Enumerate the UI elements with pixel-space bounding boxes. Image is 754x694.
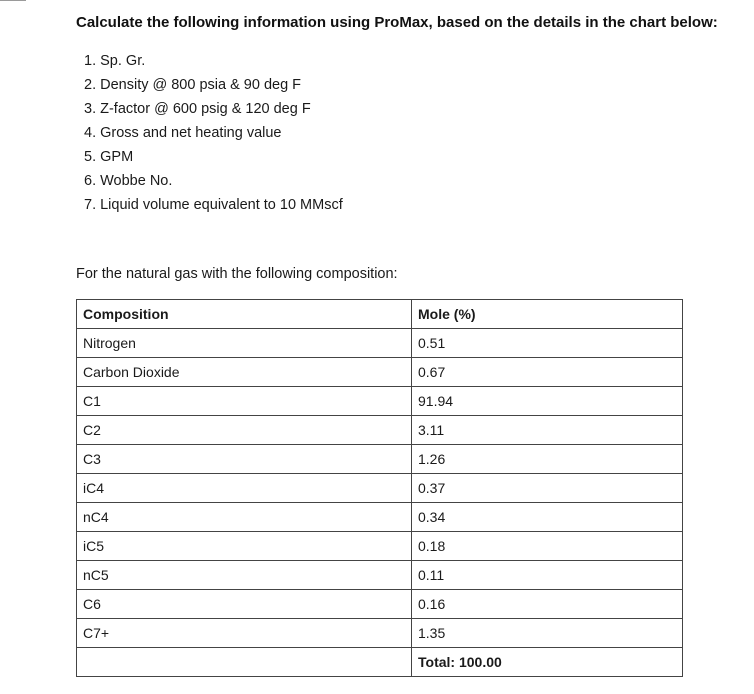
component-name: C1	[77, 387, 412, 416]
component-name: nC4	[77, 503, 412, 532]
header-mole-percent: Mole (%)	[412, 300, 683, 329]
intro-text: For the natural gas with the following composition:	[76, 266, 398, 282]
composition-table	[76, 299, 683, 677]
table-total-row	[77, 648, 683, 677]
task-item: 1. Sp. Gr.	[84, 53, 146, 69]
component-name: nC5	[77, 561, 412, 590]
table-row	[77, 503, 683, 532]
task-list	[84, 49, 343, 217]
mole-percent: 0.11	[412, 561, 683, 590]
component-name: Carbon Dioxide	[77, 358, 412, 387]
table-header-row	[77, 300, 683, 329]
task-item: 4. Gross and net heating value	[84, 125, 282, 141]
total-empty-cell	[77, 648, 412, 677]
component-name: C2	[77, 416, 412, 445]
task-item: 7. Liquid volume equivalent to 10 MMscf	[84, 197, 343, 213]
table-row	[77, 387, 683, 416]
mole-percent: 0.16	[412, 590, 683, 619]
question-heading: Calculate the following information using ProMax, based on the details in the chart below:	[76, 14, 718, 31]
mole-percent: 3.11	[412, 416, 683, 445]
header-composition: Composition	[77, 300, 412, 329]
mole-percent: 0.34	[412, 503, 683, 532]
table-row	[77, 445, 683, 474]
component-name: C7+	[77, 619, 412, 648]
corner-line	[0, 0, 26, 1]
task-item: 6. Wobbe No.	[84, 173, 173, 189]
table-row	[77, 590, 683, 619]
task-item: 2. Density @ 800 psia & 90 deg F	[84, 77, 302, 93]
mole-percent: 1.35	[412, 619, 683, 648]
component-name: iC5	[77, 532, 412, 561]
total-value: Total: 100.00	[412, 648, 683, 677]
mole-percent: 0.51	[412, 329, 683, 358]
table-row	[77, 329, 683, 358]
task-item: 5. GPM	[84, 149, 134, 165]
table-row	[77, 532, 683, 561]
component-name: C3	[77, 445, 412, 474]
mole-percent: 91.94	[412, 387, 683, 416]
component-name: Nitrogen	[77, 329, 412, 358]
mole-percent: 0.37	[412, 474, 683, 503]
mole-percent: 1.26	[412, 445, 683, 474]
table-row	[77, 416, 683, 445]
mole-percent: 0.67	[412, 358, 683, 387]
table-row	[77, 474, 683, 503]
task-item: 3. Z-factor @ 600 psig & 120 deg F	[84, 101, 311, 117]
table-row	[77, 358, 683, 387]
component-name: C6	[77, 590, 412, 619]
mole-percent: 0.18	[412, 532, 683, 561]
table-row	[77, 619, 683, 648]
component-name: iC4	[77, 474, 412, 503]
table-row	[77, 561, 683, 590]
